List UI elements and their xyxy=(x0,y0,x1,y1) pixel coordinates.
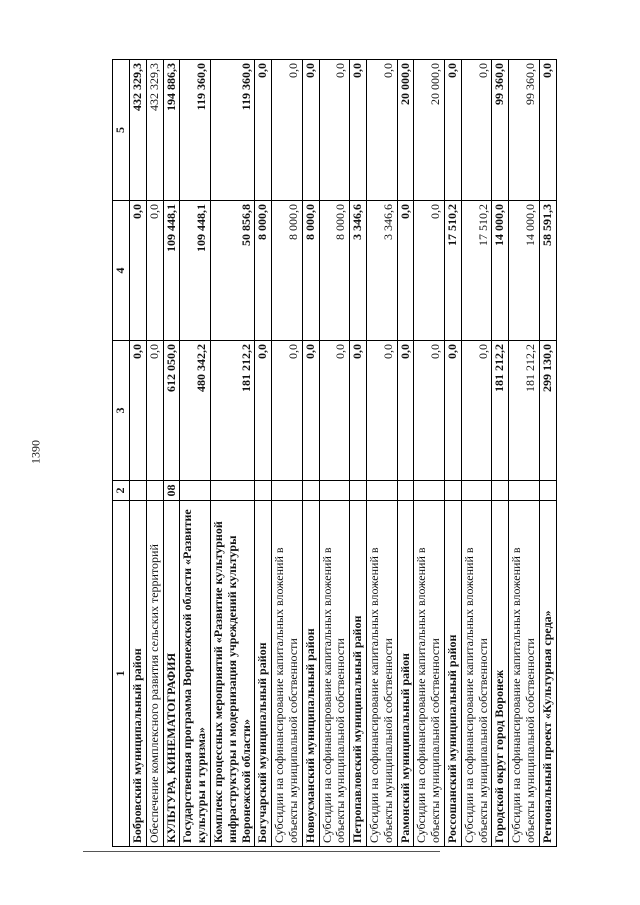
header-col-2: 2 xyxy=(113,481,130,501)
row-col5-value: 0,0 xyxy=(272,60,303,201)
row-code-cell xyxy=(509,481,540,501)
table-row xyxy=(492,60,509,847)
row-col4-value: 14 000,0 xyxy=(509,201,540,341)
row-col4-value: 8 000,0 xyxy=(302,201,319,341)
row-col4-value: 0,0 xyxy=(130,201,147,341)
row-col3-value: 0,0 xyxy=(130,341,147,481)
row-code-cell xyxy=(210,481,254,501)
row-code-cell xyxy=(319,481,350,501)
header-col-5: 5 xyxy=(113,60,130,201)
row-code-cell xyxy=(130,481,147,501)
row-col4-value: 3 346,6 xyxy=(350,201,367,341)
table-row xyxy=(461,60,492,847)
row-name-cell: Новоусманский муниципальный район xyxy=(302,501,319,847)
row-col5-value: 0,0 xyxy=(350,60,367,201)
row-col5-value: 194 886,3 xyxy=(163,60,180,201)
row-name-cell: Субсидии на софинансирование капитальных вложений в объекты муниципальной собственности xyxy=(461,501,492,847)
table-row xyxy=(146,60,163,847)
row-col4-value: 109 448,1 xyxy=(180,201,211,341)
table-row xyxy=(414,60,445,847)
row-code-cell xyxy=(492,481,509,501)
row-name-cell: Бобровский муниципальный район xyxy=(130,501,147,847)
row-name-cell: Городской округ город Воронеж xyxy=(492,501,509,847)
row-col3-value: 612 050,0 xyxy=(163,341,180,481)
row-name-cell: Субсидии на софинансирование капитальных вложений в объекты муниципальной собственности xyxy=(414,501,445,847)
row-col4-value: 8 000,0 xyxy=(255,201,272,341)
row-col3-value: 181 212,2 xyxy=(210,341,254,481)
row-name-cell: Богучарский муниципальный район xyxy=(255,501,272,847)
row-col3-value: 181 212,2 xyxy=(492,341,509,481)
row-col5-value: 0,0 xyxy=(461,60,492,201)
table-row xyxy=(210,60,254,847)
table-row xyxy=(180,60,211,847)
row-col5-value: 99 360,0 xyxy=(492,60,509,201)
row-name-cell: Государственная программа Воронежской области «Развитие культуры и туризма» xyxy=(180,501,211,847)
row-name-cell: Субсидии на софинансирование капитальных вложений в объекты муниципальной собственности xyxy=(509,501,540,847)
table-row xyxy=(163,60,180,847)
row-col5-value: 0,0 xyxy=(444,60,461,201)
row-name-cell: Субсидии на софинансирование капитальных вложений в объекты муниципальной собственности xyxy=(319,501,350,847)
header-col-1: 1 xyxy=(113,501,130,847)
row-col4-value: 8 000,0 xyxy=(319,201,350,341)
row-col3-value: 299 130,0 xyxy=(539,341,556,481)
row-code-cell: 08 xyxy=(163,481,180,501)
row-code-cell xyxy=(255,481,272,501)
table-row xyxy=(350,60,367,847)
table-row xyxy=(444,60,461,847)
row-col3-value: 0,0 xyxy=(319,341,350,481)
row-col3-value: 0,0 xyxy=(255,341,272,481)
table-row xyxy=(272,60,303,847)
row-col5-value: 0,0 xyxy=(366,60,397,201)
row-code-cell xyxy=(146,481,163,501)
row-name-cell: Субсидии на софинансирование капитальных вложений в объекты муниципальной собственности xyxy=(366,501,397,847)
row-col5-value: 0,0 xyxy=(302,60,319,201)
table-row xyxy=(319,60,350,847)
row-col3-value: 0,0 xyxy=(414,341,445,481)
row-name-cell: Обеспечение комплексного развития сельских территорий xyxy=(146,501,163,847)
row-name-cell: Рамонский муниципальный район xyxy=(397,501,414,847)
row-name-cell: Россошанский муниципальный район xyxy=(444,501,461,847)
row-name-cell: Петропавловский муниципальный район xyxy=(350,501,367,847)
row-col5-value: 20 000,0 xyxy=(397,60,414,201)
row-col5-value: 99 360,0 xyxy=(509,60,540,201)
row-code-cell xyxy=(180,481,211,501)
row-col5-value: 20 000,0 xyxy=(414,60,445,201)
row-col3-value: 480 342,2 xyxy=(180,341,211,481)
header-row xyxy=(113,60,130,847)
table-row xyxy=(366,60,397,847)
row-col5-value: 119 360,0 xyxy=(210,60,254,201)
row-col4-value: 17 510,2 xyxy=(461,201,492,341)
row-col4-value: 58 591,3 xyxy=(539,201,556,341)
row-col4-value: 14 000,0 xyxy=(492,201,509,341)
row-code-cell xyxy=(366,481,397,501)
header-col-3: 3 xyxy=(113,341,130,481)
row-col4-value: 8 000,0 xyxy=(272,201,303,341)
table-row xyxy=(302,60,319,847)
row-col3-value: 0,0 xyxy=(366,341,397,481)
row-col5-value: 0,0 xyxy=(539,60,556,201)
row-col3-value: 0,0 xyxy=(461,341,492,481)
row-col5-value: 0,0 xyxy=(319,60,350,201)
page-number: 1390 xyxy=(28,440,43,464)
row-col3-value: 0,0 xyxy=(350,341,367,481)
row-code-cell xyxy=(272,481,303,501)
row-code-cell xyxy=(302,481,319,501)
row-code-cell xyxy=(350,481,367,501)
row-name-cell: КУЛЬТУРА, КИНЕМАТОГРАФИЯ xyxy=(163,501,180,847)
row-col4-value: 50 856,8 xyxy=(210,201,254,341)
row-name-cell: Субсидии на софинансирование капитальных вложений в объекты муниципальной собственности xyxy=(272,501,303,847)
table-row xyxy=(130,60,147,847)
budget-table xyxy=(112,59,557,847)
row-name-cell: Комплекс процессных мероприятий «Развитие культурной инфраструктуры и модернизация учреждений культуры Воронежской области» xyxy=(210,501,254,847)
row-col5-value: 432 329,3 xyxy=(130,60,147,201)
row-col3-value: 0,0 xyxy=(444,341,461,481)
row-col4-value: 109 448,1 xyxy=(163,201,180,341)
row-col3-value: 0,0 xyxy=(146,341,163,481)
row-col3-value: 0,0 xyxy=(272,341,303,481)
budget-table-rotated xyxy=(112,60,554,847)
row-code-cell xyxy=(539,481,556,501)
row-code-cell xyxy=(444,481,461,501)
row-name-cell: Региональный проект «Культурная среда» xyxy=(539,501,556,847)
row-col3-value: 0,0 xyxy=(302,341,319,481)
row-col4-value: 17 510,2 xyxy=(444,201,461,341)
row-col4-value: 0,0 xyxy=(414,201,445,341)
row-col4-value: 0,0 xyxy=(146,201,163,341)
table-row xyxy=(509,60,540,847)
row-code-cell xyxy=(414,481,445,501)
table-row xyxy=(255,60,272,847)
table-row xyxy=(397,60,414,847)
row-col5-value: 432 329,3 xyxy=(146,60,163,201)
row-code-cell xyxy=(397,481,414,501)
header-col-4: 4 xyxy=(113,201,130,341)
row-col3-value: 181 212,2 xyxy=(509,341,540,481)
row-col4-value: 0,0 xyxy=(397,201,414,341)
row-col3-value: 0,0 xyxy=(397,341,414,481)
row-code-cell xyxy=(461,481,492,501)
bottom-divider xyxy=(83,851,440,852)
row-col5-value: 119 360,0 xyxy=(180,60,211,201)
row-col4-value: 3 346,6 xyxy=(366,201,397,341)
row-col5-value: 0,0 xyxy=(255,60,272,201)
table-row xyxy=(539,60,556,847)
